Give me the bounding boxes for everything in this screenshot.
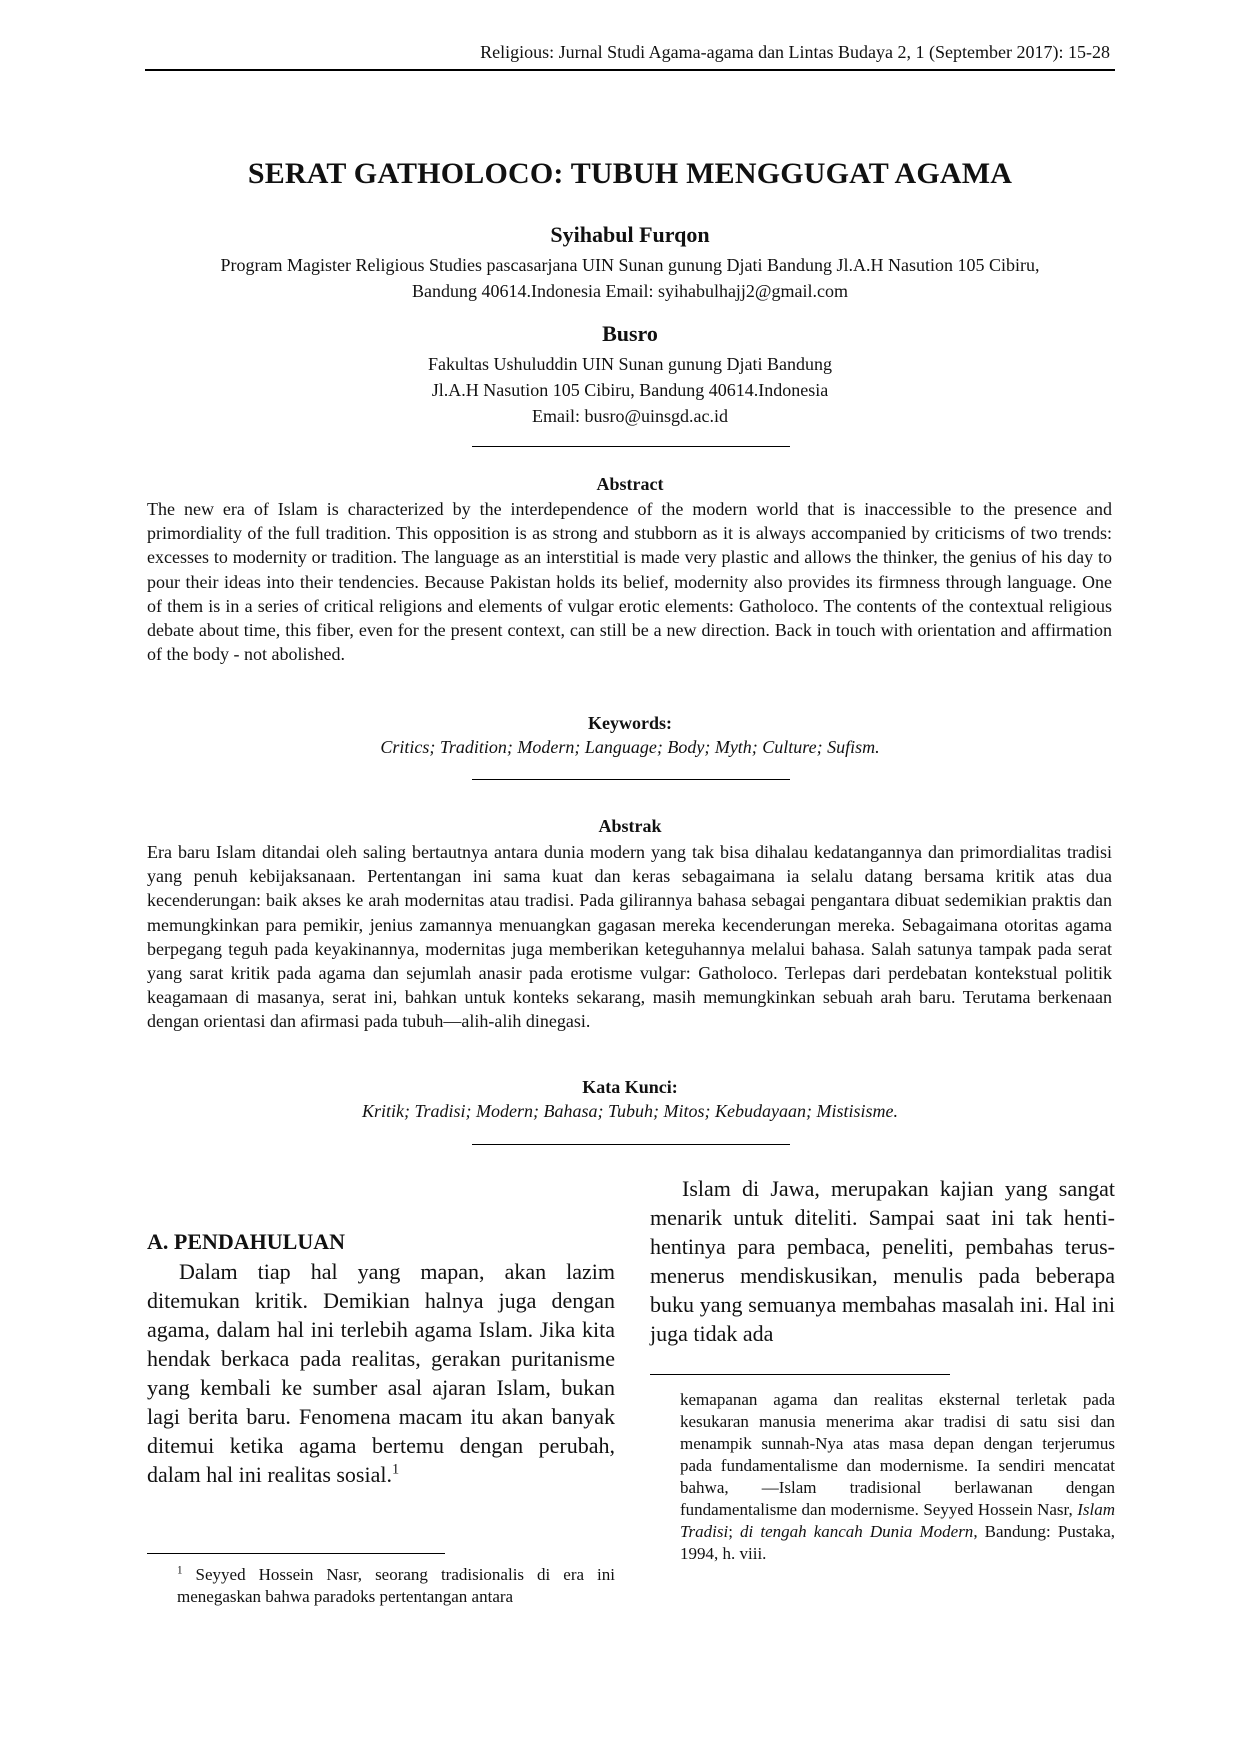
divider-rule — [472, 779, 790, 780]
paper-title: SERAT GATHOLOCO: TUBUH MENGGUGAT AGAMA — [247, 157, 1013, 190]
divider-rule — [472, 446, 790, 447]
footnote-text: kemapanan agama dan realitas eksternal terletak pada kesukaran manusia menerima akar tradisi di satu sisi dan menampik sunnah-Nya atas masa depan dengan terjerumus pada fundamentalisme dan modernisme. Ia sendiri mencatat bahwa, ―Islam tradisional berlawanan dengan fundamentalisme dan modernisme. Seyyed Hossein Nasr, — [680, 1390, 1115, 1519]
abstrak-text: Era baru Islam ditandai oleh saling bertautnya antara dunia modern yang tak bisa dihalau kedatangannya dan primordialitas tradisi yang penuh kebijaksanaan. Pertentangan ini sama kuat dan keras sebagaimana ia selalu datang bersama kritik atas dua kecenderungan: baik akses ke arah modernitas atau tradisi. Pada gilirannya bahasa sebagai pengantara dibuat sedemikian praktis dan memungkinkan para pemikir, jenius zamannya menuangkan gagasan mereka kecenderungan mereka. Sebagaimana otoritas agama berpegang teguh pada keyakinannya, modernitas juga memberikan keteguhannya melalui bahasa. Salah satunya tampak pada serat yang sarat kritik pada agama dan sejumlah anasir pada erotisme vulgar: Gatholoco. Terlepas dari perdebatan kontekstual politik keagamaan di masanya, serat ini, bahkan untuk konteks sekarang, masih memungkinkan sebuah arah baru. Terutama berkenaan dengan orientasi dan afirmasi pada tubuh—alih-alih dinegasi. — [147, 842, 1112, 1032]
kata-kunci-text: Kritik; Tradisi; Modern; Bahasa; Tubuh; Mitos; Kebudayaan; Mistisisme. — [362, 1101, 898, 1121]
author-affiliation: Jl.A.H Nasution 105 Cibiru, Bandung 40614.Indonesia — [431, 380, 829, 400]
author-affiliation: Fakultas Ushuluddin UIN Sunan gunung Djati Bandung — [428, 354, 832, 374]
author-affiliation: Bandung 40614.Indonesia Email: syihabulhajj2@gmail.com — [411, 281, 848, 301]
footnote-right — [680, 1389, 1115, 1565]
body-right-column: Islam di Jawa, merupakan kajian yang sangat menarik untuk diteliti. Sampai saat ini tak henti-hentinya para pembaca, peneliti, pembahas terus-menerus mendiskusikan, menulis pada beberapa buku yang semuanya membahas masalah ini. Hal ini juga tidak ada — [650, 1176, 1115, 1346]
footnote-mark: 1 — [177, 1564, 183, 1577]
section-title: A. PENDAHULUAN — [147, 1229, 345, 1254]
footnote-left — [177, 1564, 615, 1608]
body-left-column — [147, 1257, 615, 1489]
author-affiliation: Program Magister Religious Studies pascasarjana UIN Sunan gunung Djati Bandung Jl.A.H Nasution 105 Cibiru, — [220, 255, 1040, 275]
citation-separator: ; — [728, 1522, 741, 1541]
footnote-text: Seyyed Hossein Nasr, seorang tradisionalis di era ini menegaskan bahwa paradoks pertentangan antara — [177, 1565, 615, 1606]
author-block-2 — [145, 321, 1115, 429]
body-paragraph: Dalam tiap hal yang mapan, akan lazim ditemukan kritik. Demikian halnya juga dengan agama, dalam hal ini terlebih agama Islam. Jika kita hendak berkaca pada realitas, gerakan puritanisme yang kembali ke sumber asal ajaran Islam, bukan lagi berita baru. Fenomena macam itu akan banyak ditemui ketika agama bertemu dengan perubah, dalam hal ini realitas sosial. — [147, 1259, 615, 1487]
abstract-heading: Abstract — [596, 474, 664, 494]
header-rule — [145, 69, 1115, 71]
keywords-heading: Keywords: — [588, 713, 672, 733]
footnote-ref: 1 — [392, 1461, 400, 1478]
footnote-rule — [650, 1374, 950, 1375]
citation-title: Islam Tradisi — [680, 1500, 1115, 1541]
kata-kunci-heading: Kata Kunci: — [582, 1077, 678, 1097]
footnote-rule — [147, 1553, 445, 1554]
abstrak-heading: Abstrak — [598, 816, 662, 836]
author-email: Email: busro@uinsgd.ac.id — [531, 406, 729, 426]
abstract-text: The new era of Islam is characterized by the interdependence of the modern world that is inaccessible to the presence and primordiality of the full tradition. This opposition is as strong and stubborn as it is always accompanied by criticisms of two trends: excesses to modernity or tradition. The language as an interstitial is made very plastic and allows the thinker, the genius of his day to pour their ideas into their tendencies. Because Pakistan holds its belief, modernity also provides its firmness through language. One of them is in a series of critical religions and elements of vulgar erotic elements: Gatholoco. The contents of the contextual religious debate about time, this fiber, even for the present context, can still be a new direction. Back in touch with orientation and affirmation of the body - not abolished. — [147, 499, 1112, 665]
author-block-1 — [145, 222, 1115, 304]
running-head: Religious: Jurnal Studi Agama-agama dan Lintas Budaya 2, 1 (September 2017): 15-28 — [480, 42, 1110, 62]
divider-rule — [472, 1144, 790, 1145]
citation-tail: , Bandung: Pustaka, 1994, h. viii. — [680, 1522, 1115, 1563]
citation-subtitle: di tengah kancah Dunia Modern — [740, 1522, 974, 1541]
keywords-text: Critics; Tradition; Modern; Language; Body; Myth; Culture; Sufism. — [380, 737, 880, 757]
author-name: Busro — [602, 321, 658, 346]
author-name: Syihabul Furqon — [550, 222, 710, 247]
